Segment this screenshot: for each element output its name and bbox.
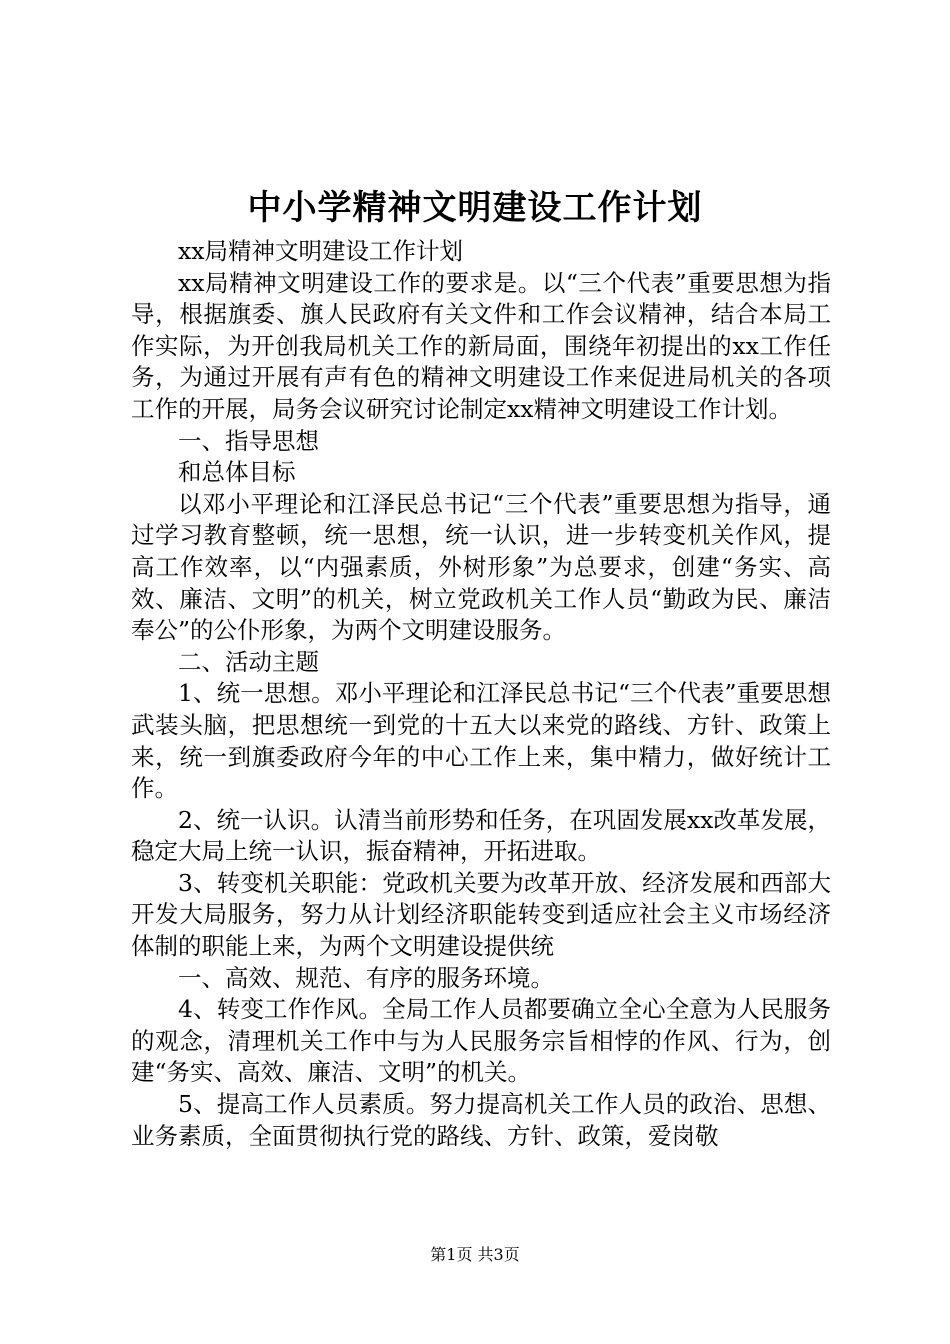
document-body	[131, 236, 831, 1152]
paragraph: 以邓小平理论和江泽民总书记“三个代表”重要思想为指导，通过学习教育整顿，统一思想，统一认识，进一步转变机关作风，提高工作效率，以“内强素质，外树形象”为总要求，创建“务实、高效、廉洁、文明”的机关，树立党政机关工作人员“勤政为民、廉洁奉公”的公仆形象，为两个文明建设服务。	[131, 489, 831, 645]
section-heading: 一、指导思想	[178, 426, 319, 455]
paragraph: 3、转变机关职能：党政机关要为改革开放、经济发展和西部大开发大局服务，努力从计划经济职能转变到适应社会主义市场经济体制的职能上来，为两个文明建设提供统	[131, 868, 831, 961]
paragraph: xx局精神文明建设工作计划	[178, 237, 464, 265]
page-footer: 第1页 共3页	[430, 1245, 520, 1264]
paragraph: 1、统一思想。邓小平理论和江泽民总书记“三个代表”重要思想武装头脑，把思想统一到党的十五大以来党的路线、方针、政策上来，统一到旗委政府今年的中心工作上来，集中精力，做好统计工作。	[131, 679, 831, 803]
paragraph: 2、统一认识。认清当前形势和任务，在巩固发展xx改革发展，稳定大局上统一认识，振奋精神，开拓进取。	[131, 805, 831, 866]
paragraph: xx局精神文明建设工作的要求是。以“三个代表”重要思想为指导，根据旗委、旗人民政府有关文件和工作会议精神，结合本局工作实际，为开创我局机关工作的新局面，围绕年初提出的xx工作任务，为通过开展有声有色的精神文明建设工作来促进局机关的各项工作的开展，局务会议研究讨论制定xx精神文明建设工作计划。	[131, 268, 831, 423]
paragraph: 5、提高工作人员素质。努力提高机关工作人员的政治、思想、业务素质，全面贯彻执行党的路线、方针、政策，爱岗敬	[131, 1090, 831, 1150]
paragraph: 一、高效、规范、有序的服务环境。	[178, 963, 554, 992]
paragraph: 4、转变工作作风。全局工作人员都要确立全心全意为人民服务的观念，清理机关工作中与为人民服务宗旨相悖的作风、行为，创建“务实、高效、廉洁、文明”的机关。	[131, 995, 831, 1087]
section-heading: 和总体目标	[178, 458, 296, 487]
section-heading: 二、活动主题	[178, 647, 319, 676]
document-title: 中小学精神文明建设工作计划	[247, 188, 703, 228]
